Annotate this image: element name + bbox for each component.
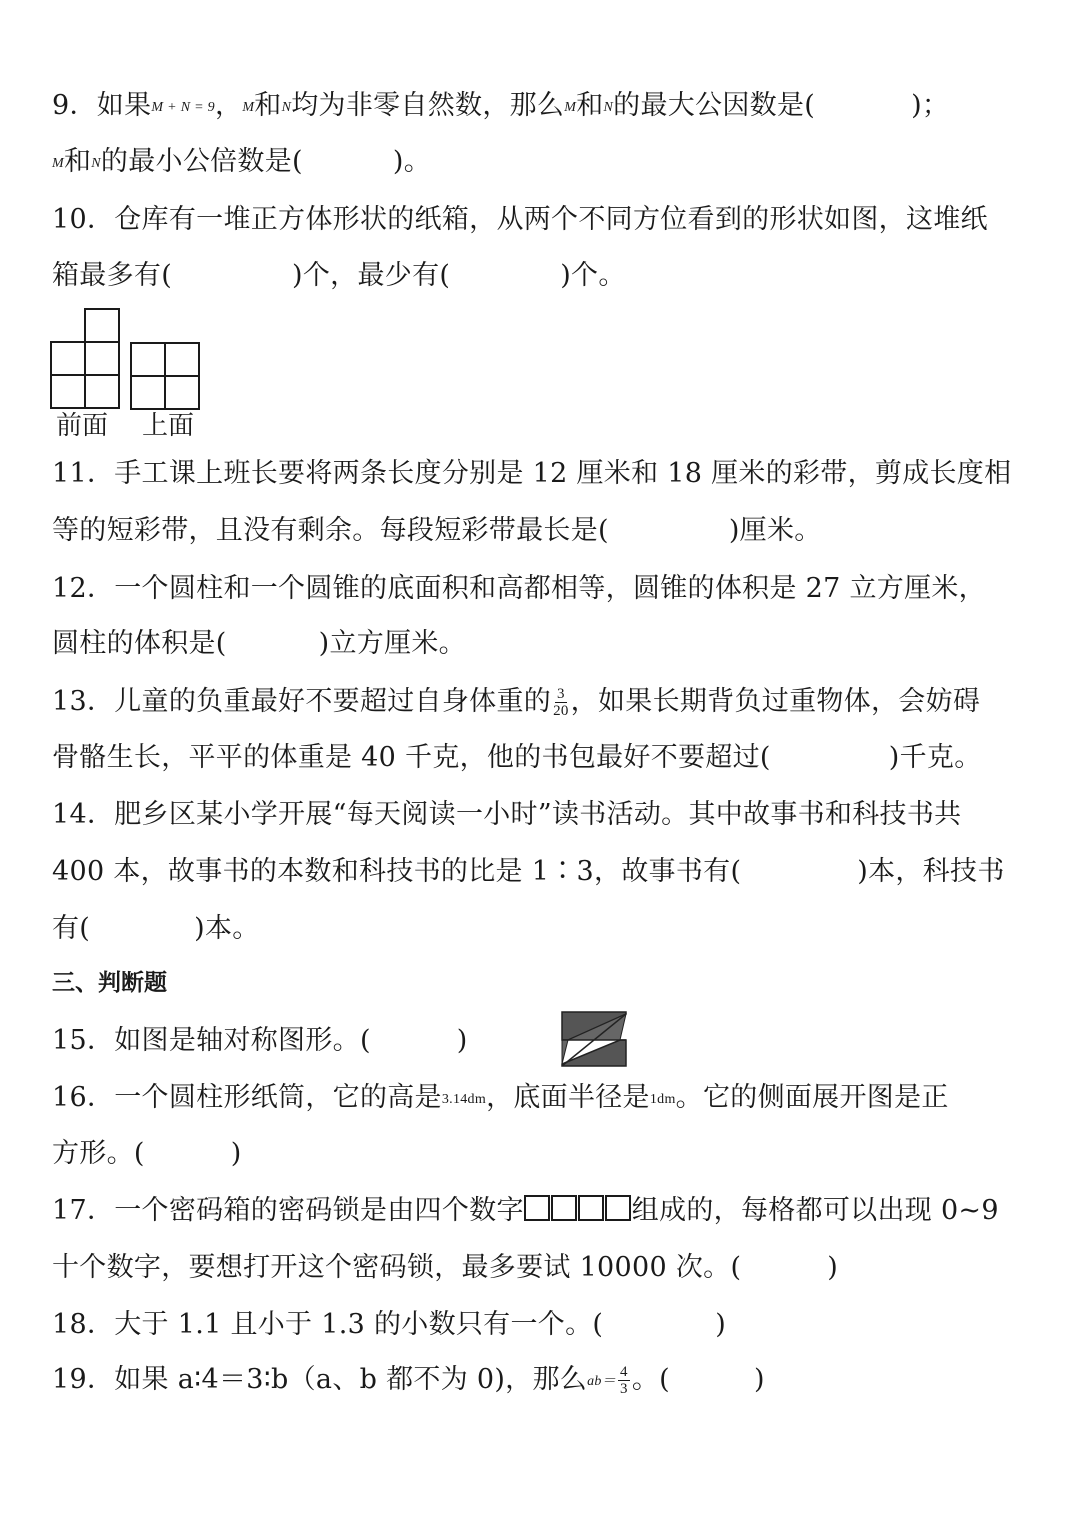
q13-line-1 — [52, 684, 980, 720]
text: 。它的侧面展开图是正 — [675, 1082, 949, 1113]
variable: N — [603, 100, 614, 115]
formula: M + N = 9 — [151, 100, 215, 115]
text: )个，最少有( — [292, 260, 451, 291]
q14-line-3 — [52, 911, 260, 947]
text: 方形。( — [52, 1138, 145, 1169]
q17-line-1 — [52, 1193, 999, 1229]
text: )厘米。 — [728, 515, 822, 546]
text: 均为非零自然数，那么 — [291, 90, 565, 121]
text: )立方厘米。 — [318, 628, 466, 659]
q10-line-2 — [52, 258, 626, 294]
text: 15．如图是轴对称图形。( — [52, 1025, 371, 1056]
front-view-figure — [50, 308, 122, 410]
variable: N — [91, 156, 101, 171]
digit-box — [605, 1195, 631, 1221]
text: 骨骼生长，平平的体重是 40 千克，他的书包最好不要超过( — [52, 742, 771, 773]
text: 箱最多有( — [52, 260, 173, 291]
text: ， — [215, 90, 243, 121]
text: ) — [715, 1309, 727, 1340]
text: ) — [230, 1138, 242, 1169]
numerator: 3 — [556, 686, 565, 702]
text: ) — [827, 1252, 839, 1283]
q10-line-1: 10．仓库有一堆正方体形状的纸箱，从两个不同方位看到的形状如图，这堆纸 — [52, 204, 988, 235]
text: 18．大于 1.1 且小于 1.3 的小数只有一个。( — [52, 1309, 604, 1340]
text: 17．一个密码箱的密码锁是由四个数字 — [52, 1195, 524, 1226]
text: 和 — [63, 146, 92, 177]
parallelogram-figure — [560, 1010, 628, 1068]
q18-line — [52, 1307, 726, 1343]
text: 和 — [254, 90, 282, 121]
q12-line-2 — [52, 626, 466, 662]
q9-line-1 — [52, 88, 949, 126]
variable: M — [564, 100, 577, 115]
text: 和 — [576, 90, 604, 121]
text: 。( — [631, 1364, 670, 1395]
text: )； — [911, 90, 950, 121]
text: )个。 — [560, 260, 626, 291]
height-value: 3.14dm — [441, 1092, 487, 1107]
text: 9．如果 — [52, 90, 152, 121]
digit-box — [551, 1195, 577, 1221]
text: ，底面半径是 — [486, 1082, 650, 1113]
q14-line-2 — [52, 854, 1005, 890]
text: 组成的，每格都可以出现 0~9 — [631, 1195, 999, 1226]
text: 圆柱的体积是( — [52, 628, 227, 659]
text: ) — [456, 1025, 468, 1056]
text: 的最小公倍数是( — [100, 146, 303, 177]
text: ) — [753, 1364, 765, 1395]
text: 有( — [52, 913, 91, 944]
text: 十个数字，要想打开这个密码锁，最多要试 10000 次。( — [52, 1252, 742, 1283]
text: 的最大公因数是( — [613, 90, 816, 121]
text: 13．儿童的负重最好不要超过自身体重的 — [52, 686, 552, 717]
q17-line-2 — [52, 1250, 838, 1286]
q16-line-1 — [52, 1080, 949, 1118]
variable: N — [281, 100, 292, 115]
text: ，如果长期背负过重物体，会妨碍 — [570, 686, 981, 717]
text: )本。 — [194, 913, 260, 944]
text: 等的短彩带，且没有剩余。每段短彩带最长是( — [52, 515, 609, 546]
variable: M — [52, 156, 64, 171]
q12-line-1: 12．一个圆柱和一个圆锥的底面积和高都相等，圆锥的体积是 27 立方厘米， — [52, 573, 986, 604]
text: 16．一个圆柱形纸筒，它的高是 — [52, 1082, 442, 1113]
formula: ab＝ — [587, 1374, 616, 1389]
section-heading: 三、判断题 — [52, 970, 167, 996]
fraction — [553, 686, 569, 719]
denominator: 3 — [620, 1381, 628, 1397]
text: )本，科技书 — [857, 856, 1005, 887]
variable: M — [242, 100, 255, 115]
fraction — [618, 1364, 630, 1397]
numerator: 4 — [620, 1364, 628, 1380]
text: )。 — [392, 146, 431, 177]
q15-line — [52, 1023, 468, 1059]
q16-line-2 — [52, 1136, 242, 1172]
top-view-figure — [130, 342, 202, 410]
digit-box — [524, 1195, 550, 1221]
q19-line — [52, 1362, 765, 1400]
q9-line-2 — [52, 144, 431, 182]
text: 19．如果 a∶4＝3∶b（a、b 都不为 0)，那么 — [52, 1364, 588, 1395]
text: 400 本，故事书的本数和科技书的比是 1∶3，故事书有( — [52, 856, 742, 887]
top-view-label: 上面 — [142, 411, 195, 441]
denominator: 20 — [553, 703, 569, 719]
radius-value: 1dm — [649, 1092, 676, 1107]
q11-line-1: 11．手工课上班长要将两条长度分别是 12 厘米和 18 厘米的彩带，剪成长度相 — [52, 458, 1012, 489]
text: )千克。 — [888, 742, 982, 773]
digit-box — [578, 1195, 604, 1221]
front-view-label: 前面 — [56, 411, 109, 441]
q14-line-1: 14．肥乡区某小学开展“每天阅读一小时”读书活动。其中故事书和科技书共 — [52, 799, 962, 830]
q11-line-2 — [52, 513, 822, 549]
q13-line-2 — [52, 740, 982, 776]
